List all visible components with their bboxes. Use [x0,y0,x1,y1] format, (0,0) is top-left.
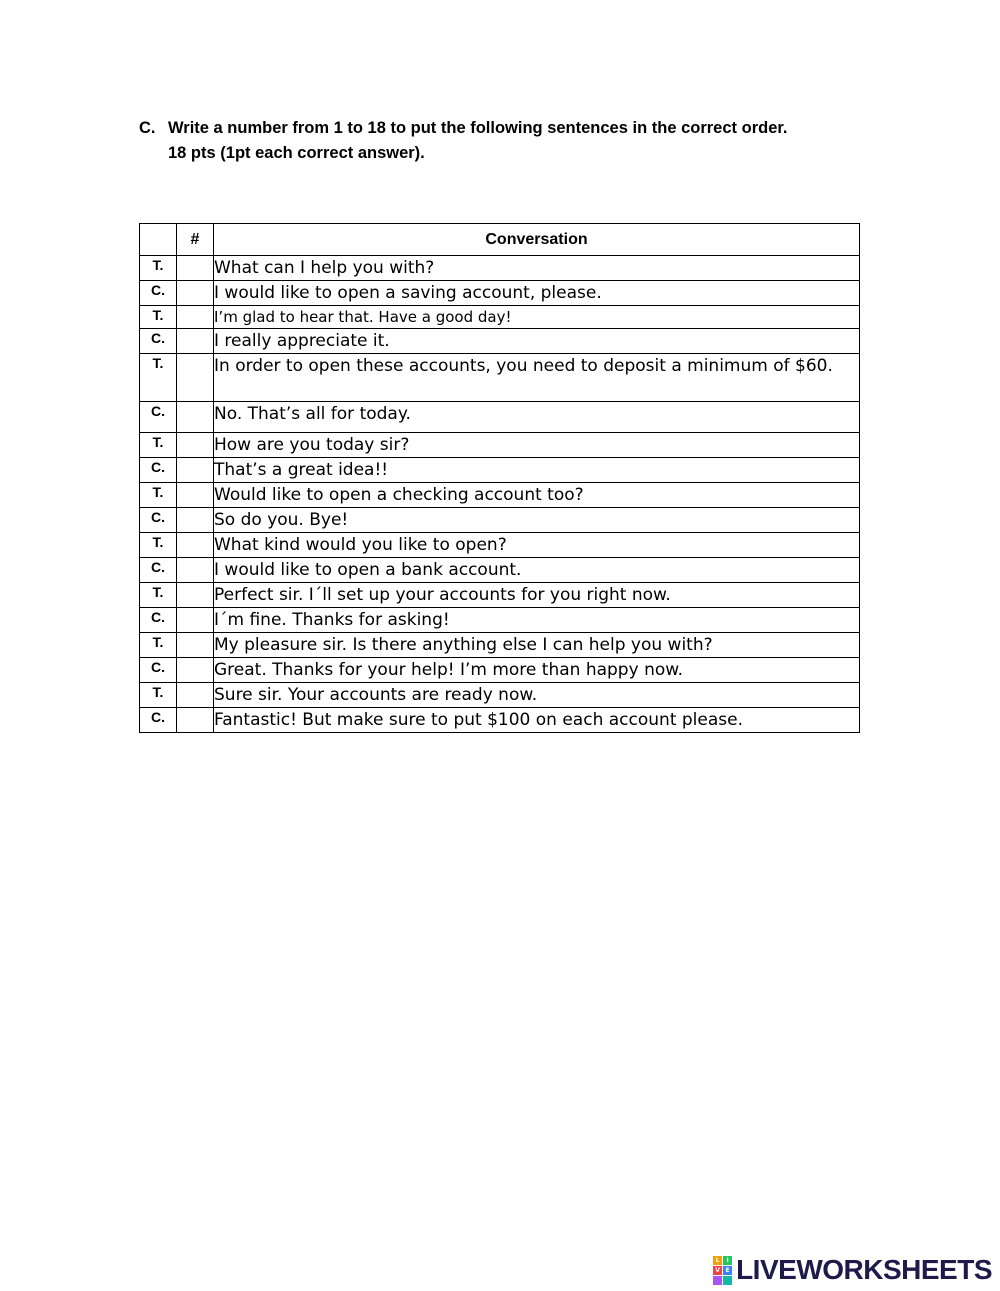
conversation-sentence: Perfect sir. I´ll set up your accounts for you right now. [214,583,860,608]
instruction-points: 18 pts (1pt each correct answer). [168,144,425,162]
table-row [140,533,860,558]
order-number-input[interactable] [177,533,214,558]
speaker-label: T. [140,354,177,402]
speaker-label: C. [140,281,177,306]
table-row [140,458,860,483]
speaker-label: T. [140,583,177,608]
table-row [140,558,860,583]
table-row [140,433,860,458]
logo-block [713,1276,722,1285]
table-row [140,483,860,508]
order-number-input[interactable] [177,583,214,608]
conversation-sentence: Would like to open a checking account too? [214,483,860,508]
order-number-input[interactable] [177,354,214,402]
order-number-input[interactable] [177,483,214,508]
liveworksheets-logo [713,1253,992,1287]
order-number-input[interactable] [177,508,214,533]
logo-icon [713,1256,732,1285]
header-speaker [140,224,177,256]
table-row [140,583,860,608]
speaker-label: T. [140,256,177,281]
order-number-input[interactable] [177,558,214,583]
order-number-input[interactable] [177,402,214,433]
speaker-label: C. [140,402,177,433]
conversation-sentence: Fantastic! But make sure to put $100 on each account please. [214,708,860,733]
speaker-label: T. [140,306,177,329]
order-number-input[interactable] [177,708,214,733]
instruction [139,116,879,166]
table-row [140,354,860,402]
logo-block: I [723,1256,732,1265]
header-number: # [177,224,214,256]
speaker-label: C. [140,508,177,533]
speaker-label: T. [140,633,177,658]
table-header-row [140,224,860,256]
table-row [140,281,860,306]
order-number-input[interactable] [177,608,214,633]
conversation-sentence: I would like to open a saving account, please. [214,281,860,306]
speaker-label: T. [140,533,177,558]
conversation-sentence: What can I help you with? [214,256,860,281]
speaker-label: T. [140,433,177,458]
conversation-sentence: That’s a great idea!! [214,458,860,483]
table-row [140,608,860,633]
order-number-input[interactable] [177,683,214,708]
conversation-sentence: Sure sir. Your accounts are ready now. [214,683,860,708]
order-number-input[interactable] [177,658,214,683]
logo-block: E [723,1266,732,1275]
table-row [140,329,860,354]
conversation-sentence: Great. Thanks for your help! I’m more than happy now. [214,658,860,683]
table-row [140,402,860,433]
order-number-input[interactable] [177,256,214,281]
conversation-sentence: I´m fine. Thanks for asking! [214,608,860,633]
conversation-table [139,223,860,733]
conversation-sentence: What kind would you like to open? [214,533,860,558]
speaker-label: C. [140,558,177,583]
conversation-sentence: I would like to open a bank account. [214,558,860,583]
conversation-sentence: I’m glad to hear that. Have a good day! [214,306,860,329]
speaker-label: C. [140,708,177,733]
table-row [140,633,860,658]
order-number-input[interactable] [177,306,214,329]
table-row [140,708,860,733]
speaker-label: C. [140,608,177,633]
speaker-label: C. [140,458,177,483]
order-number-input[interactable] [177,458,214,483]
logo-block: L [713,1256,722,1265]
table-row [140,658,860,683]
order-number-input[interactable] [177,433,214,458]
logo-block [723,1276,732,1285]
conversation-sentence: I really appreciate it. [214,329,860,354]
instruction-text: Write a number from 1 to 18 to put the following sentences in the correct order. [168,119,788,137]
conversation-sentence: In order to open these accounts, you need to deposit a minimum of $60. [214,354,860,402]
conversation-sentence: No. That’s all for today. [214,402,860,433]
order-number-input[interactable] [177,329,214,354]
logo-block: V [713,1266,722,1275]
table-body [140,256,860,733]
logo-text: LIVEWORKSHEETS [736,1254,992,1285]
order-number-input[interactable] [177,633,214,658]
speaker-label: C. [140,658,177,683]
speaker-label: T. [140,683,177,708]
conversation-sentence: My pleasure sir. Is there anything else I can help you with? [214,633,860,658]
table-row [140,256,860,281]
conversation-sentence: How are you today sir? [214,433,860,458]
section-letter: C. [139,119,156,137]
table-row [140,306,860,329]
order-number-input[interactable] [177,281,214,306]
instruction-line-1 [139,116,879,141]
table-row [140,683,860,708]
header-conversation: Conversation [214,224,860,256]
speaker-label: T. [140,483,177,508]
conversation-sentence: So do you. Bye! [214,508,860,533]
speaker-label: C. [140,329,177,354]
table-row [140,508,860,533]
